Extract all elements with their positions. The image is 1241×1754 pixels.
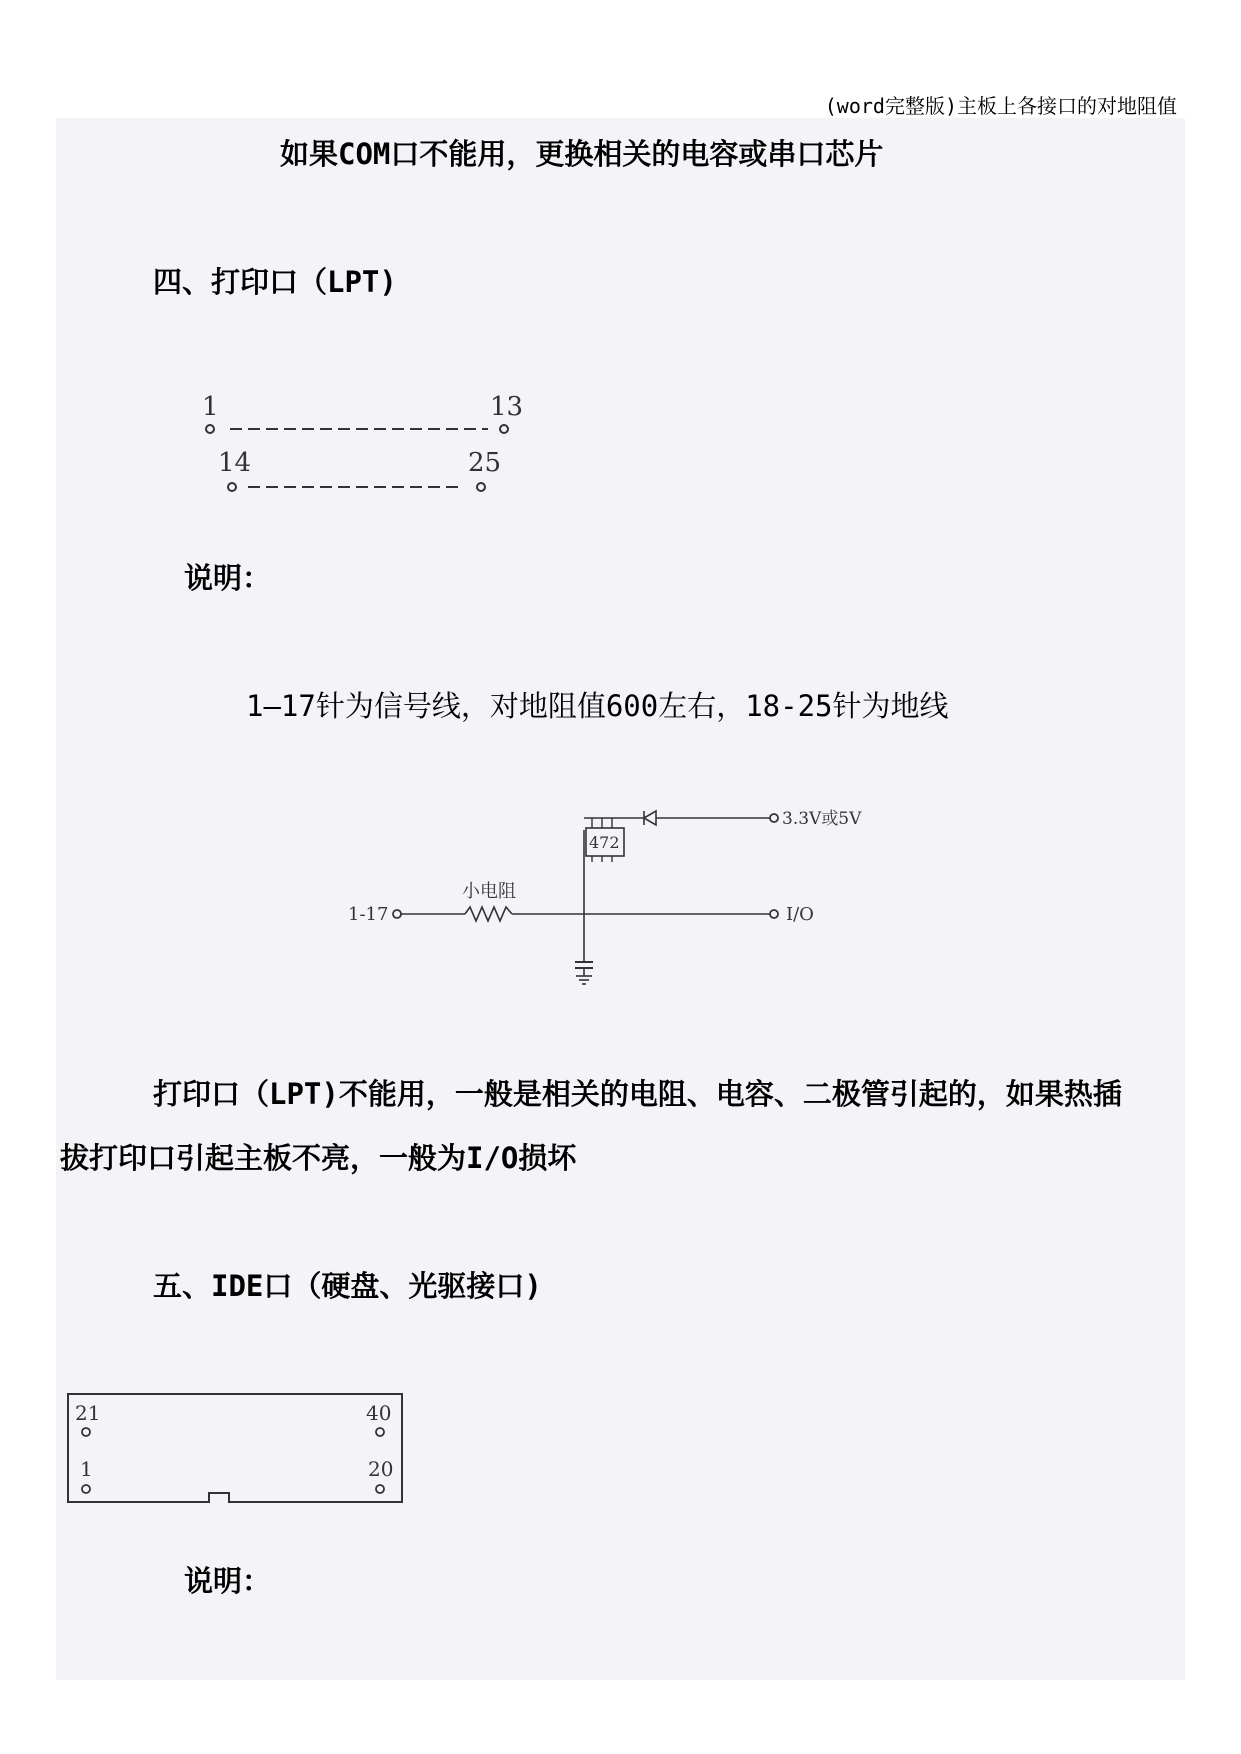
lpt-conclusion-line-2: 拔打印口引起主板不亮，一般为I/O损坏 [60,1141,577,1175]
ide-pin-21 [82,1428,90,1436]
document-header-title: (word完整版)主板上各接口的对地阻值 [824,94,1177,118]
ide-heading: 五、IDE口（硬盘、光驱接口) [153,1269,542,1303]
circuit-input-label: 1-17 [348,904,389,925]
ide-note-label: 说明： [184,1564,272,1598]
circuit-input-terminal [393,910,401,918]
ide-pin-1 [82,1485,90,1493]
lpt-pin-label-13: 13 [490,392,524,422]
supply-label: 3.3V或5V [782,809,862,829]
diode-symbol [644,811,656,825]
lpt-pin-1 [206,425,214,433]
small-resistor-symbol [465,907,512,921]
lpt-pin-diagram [190,385,540,505]
lpt-note-text: 1—17针为信号线，对地阻值600左右，18-25针为地线 [246,689,949,723]
lpt-pin-label-25: 25 [468,448,502,478]
circuit-output-terminal [770,910,778,918]
lpt-pin-13 [500,425,508,433]
lpt-pin-25 [477,483,485,491]
lpt-note-label: 说明： [184,561,272,595]
lpt-pin-14 [228,483,236,491]
ide-pin-label-21: 21 [75,1401,101,1425]
ide-pin-label-1: 1 [80,1457,93,1481]
ide-pin-40 [376,1428,384,1436]
com-conclusion: 如果COM口不能用，更换相关的电容或串口芯片 [280,137,884,171]
resistor-label: 小电阻 [462,881,516,902]
ide-pin-20 [376,1485,384,1493]
supply-terminal [770,814,778,822]
resistor-pack-label: 472 [589,833,620,852]
ide-connector-outline [68,1394,402,1502]
lpt-pin-label-1: 1 [202,392,219,422]
ide-pin-label-40: 40 [366,1401,392,1425]
lpt-pin-label-14: 14 [218,448,252,478]
lpt-heading: 四、打印口（LPT) [153,265,397,299]
lpt-circuit-diagram [340,800,900,1000]
circuit-output-label: I/O [786,904,814,925]
ide-connector-diagram [66,1392,406,1507]
ide-pin-label-20: 20 [368,1457,394,1481]
lpt-conclusion-line-1: 打印口（LPT)不能用，一般是相关的电阻、电容、二极管引起的，如果热插 [153,1077,1122,1111]
